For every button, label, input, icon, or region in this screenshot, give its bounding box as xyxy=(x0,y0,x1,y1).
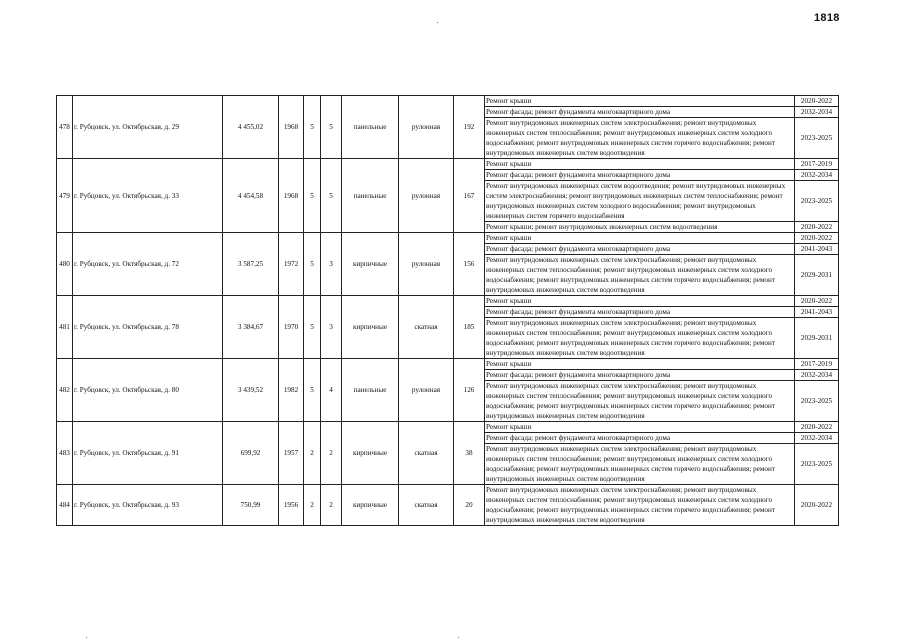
work-description-cell: Ремонт внутридомовых инженерных систем водоотведения; ремонт внутридомовых инженерных систем электроснабжения; ремонт внутридомовых инженерных систем теплоснабжения; ремонт внутридомовых инженерных систем холодного водоснабжения; ремонт внутридомовых инженерных систем горячего водоснабжения xyxy=(485,181,795,222)
year-cell: 1972 xyxy=(279,233,304,296)
entrances-cell: 4 xyxy=(321,359,342,422)
work-description-cell: Ремонт крыши xyxy=(485,296,795,307)
work-period-cell: 2020-2022 xyxy=(795,233,839,244)
address-cell: г. Рубцовск, ул. Октябрьская, д. 78 xyxy=(73,296,223,359)
work-description-cell: Ремонт фасада; ремонт фундамента многоквартирного дома xyxy=(485,170,795,181)
row-number: 482 xyxy=(57,359,73,422)
table-body xyxy=(57,96,839,526)
area-cell: 699,92 xyxy=(223,422,279,485)
area-cell: 3 439,52 xyxy=(223,359,279,422)
page-number: 1818 xyxy=(814,12,840,24)
address-cell: г. Рубцовск, ул. Октябрьская, д. 91 xyxy=(73,422,223,485)
work-period-cell: 2020-2022 xyxy=(795,222,839,233)
work-period-cell: 2023-2025 xyxy=(795,381,839,422)
work-description-cell: Ремонт внутридомовых инженерных систем электроснабжения; ремонт внутридомовых инженерных систем теплоснабжения; ремонт внутридомовых инженерных систем холодного водоснабжения; ремонт внутридомовых инженерных систем горячего водоснабжения; ремонт внутридомовых инженерных систем водоотведения xyxy=(485,255,795,296)
work-description-cell: Ремонт фасада; ремонт фундамента многоквартирного дома xyxy=(485,107,795,118)
work-period-cell: 2032-2034 xyxy=(795,170,839,181)
roof-type-cell: скатная xyxy=(399,296,454,359)
work-period-cell: 2020-2022 xyxy=(795,422,839,433)
work-period-cell: 2020-2022 xyxy=(795,296,839,307)
work-period-cell: 2029-2031 xyxy=(795,318,839,359)
floors-cell: 5 xyxy=(304,359,321,422)
table-row xyxy=(57,296,839,307)
floors-cell: 5 xyxy=(304,233,321,296)
row-number: 480 xyxy=(57,233,73,296)
area-cell: 4 455,02 xyxy=(223,96,279,159)
table-row xyxy=(57,96,839,107)
roof-type-cell: рулонная xyxy=(399,359,454,422)
wall-material-cell: кирпичные xyxy=(342,485,399,526)
work-description-cell: Ремонт фасада; ремонт фундамента многоквартирного дома xyxy=(485,370,795,381)
flats-cell: 185 xyxy=(454,296,485,359)
year-cell: 1970 xyxy=(279,296,304,359)
capital-repair-table xyxy=(56,95,839,526)
flats-cell: 126 xyxy=(454,359,485,422)
flats-cell: 156 xyxy=(454,233,485,296)
table-row xyxy=(57,485,839,526)
work-period-cell: 2020-2022 xyxy=(795,485,839,526)
row-number: 479 xyxy=(57,159,73,233)
work-period-cell: 2020-2022 xyxy=(795,96,839,107)
area-cell: 4 454,58 xyxy=(223,159,279,233)
entrances-cell: 3 xyxy=(321,296,342,359)
scan-speck xyxy=(437,22,438,23)
work-description-cell: Ремонт внутридомовых инженерных систем электроснабжения; ремонт внутридомовых инженерных систем теплоснабжения; ремонт внутридомовых инженерных систем холодного водоснабжения; ремонт внутридомовых инженерных систем горячего водоснабжения; ремонт внутридомовых инженерных систем водоотведения xyxy=(485,444,795,485)
wall-material-cell: кирпичные xyxy=(342,422,399,485)
scan-speck xyxy=(86,637,87,638)
area-cell: 3 384,67 xyxy=(223,296,279,359)
flats-cell: 167 xyxy=(454,159,485,233)
work-description-cell: Ремонт крыши xyxy=(485,422,795,433)
roof-type-cell: скатная xyxy=(399,485,454,526)
roof-type-cell: скатная xyxy=(399,422,454,485)
entrances-cell: 5 xyxy=(321,96,342,159)
area-cell: 3 587,25 xyxy=(223,233,279,296)
work-period-cell: 2023-2025 xyxy=(795,181,839,222)
table-row xyxy=(57,159,839,170)
work-description-cell: Ремонт крыши; ремонт внутридомовых инженерных систем водоотведения xyxy=(485,222,795,233)
roof-type-cell: рулонная xyxy=(399,96,454,159)
year-cell: 1956 xyxy=(279,485,304,526)
flats-cell: 192 xyxy=(454,96,485,159)
year-cell: 1957 xyxy=(279,422,304,485)
work-period-cell: 2017-2019 xyxy=(795,159,839,170)
row-number: 478 xyxy=(57,96,73,159)
work-description-cell: Ремонт внутридомовых инженерных систем электроснабжения; ремонт внутридомовых инженерных систем теплоснабжения; ремонт внутридомовых инженерных систем холодного водоснабжения; ремонт внутридомовых инженерных систем горячего водоснабжения; ремонт внутридомовых инженерных систем водоотведения xyxy=(485,381,795,422)
year-cell: 1968 xyxy=(279,96,304,159)
floors-cell: 5 xyxy=(304,296,321,359)
work-period-cell: 2032-2034 xyxy=(795,370,839,381)
row-number: 484 xyxy=(57,485,73,526)
wall-material-cell: кирпичные xyxy=(342,233,399,296)
work-description-cell: Ремонт внутридомовых инженерных систем электроснабжения; ремонт внутридомовых инженерных систем теплоснабжения; ремонт внутридомовых инженерных систем холодного водоснабжения; ремонт внутридомовых инженерных систем горячего водоснабжения; ремонт внутридомовых инженерных систем водоотведения xyxy=(485,118,795,159)
table-row xyxy=(57,359,839,370)
roof-type-cell: рулонная xyxy=(399,233,454,296)
roof-type-cell: рулонная xyxy=(399,159,454,233)
work-description-cell: Ремонт крыши xyxy=(485,359,795,370)
work-period-cell: 2041-2043 xyxy=(795,307,839,318)
address-cell: г. Рубцовск, ул. Октябрьская, д. 72 xyxy=(73,233,223,296)
work-description-cell: Ремонт крыши xyxy=(485,233,795,244)
floors-cell: 2 xyxy=(304,485,321,526)
wall-material-cell: панельные xyxy=(342,359,399,422)
work-period-cell: 2023-2025 xyxy=(795,118,839,159)
entrances-cell: 2 xyxy=(321,485,342,526)
wall-material-cell: панельные xyxy=(342,96,399,159)
entrances-cell: 2 xyxy=(321,422,342,485)
work-description-cell: Ремонт внутридомовых инженерных систем электроснабжения; ремонт внутридомовых инженерных систем теплоснабжения; ремонт внутридомовых инженерных систем холодного водоснабжения; ремонт внутридомовых инженерных систем горячего водоснабжения; ремонт внутридомовых инженерных систем водоотведения xyxy=(485,485,795,526)
floors-cell: 2 xyxy=(304,422,321,485)
work-description-cell: Ремонт фасада; ремонт фундамента многоквартирного дома xyxy=(485,307,795,318)
table-row xyxy=(57,233,839,244)
address-cell: г. Рубцовск, ул. Октябрьская, д. 33 xyxy=(73,159,223,233)
work-description-cell: Ремонт крыши xyxy=(485,159,795,170)
work-period-cell: 2032-2034 xyxy=(795,107,839,118)
work-period-cell: 2041-2043 xyxy=(795,244,839,255)
work-period-cell: 2023-2025 xyxy=(795,444,839,485)
wall-material-cell: панельные xyxy=(342,159,399,233)
address-cell: г. Рубцовск, ул. Октябрьская, д. 29 xyxy=(73,96,223,159)
address-cell: г. Рубцовск, ул. Октябрьская, д. 80 xyxy=(73,359,223,422)
work-description-cell: Ремонт внутридомовых инженерных систем электроснабжения; ремонт внутридомовых инженерных систем теплоснабжения; ремонт внутридомовых инженерных систем холодного водоснабжения; ремонт внутридомовых инженерных систем горячего водоснабжения; ремонт внутридомовых инженерных систем водоотведения xyxy=(485,318,795,359)
work-description-cell: Ремонт крыши xyxy=(485,96,795,107)
entrances-cell: 3 xyxy=(321,233,342,296)
floors-cell: 5 xyxy=(304,159,321,233)
entrances-cell: 5 xyxy=(321,159,342,233)
year-cell: 1982 xyxy=(279,359,304,422)
flats-cell: 38 xyxy=(454,422,485,485)
scan-speck xyxy=(458,637,459,638)
floors-cell: 5 xyxy=(304,96,321,159)
table-row xyxy=(57,422,839,433)
address-cell: г. Рубцовск, ул. Октябрьская, д. 93 xyxy=(73,485,223,526)
work-period-cell: 2017-2019 xyxy=(795,359,839,370)
wall-material-cell: кирпичные xyxy=(342,296,399,359)
flats-cell: 20 xyxy=(454,485,485,526)
work-period-cell: 2032-2034 xyxy=(795,433,839,444)
year-cell: 1968 xyxy=(279,159,304,233)
area-cell: 750,99 xyxy=(223,485,279,526)
work-description-cell: Ремонт фасада; ремонт фундамента многоквартирного дома xyxy=(485,244,795,255)
work-period-cell: 2029-2031 xyxy=(795,255,839,296)
row-number: 481 xyxy=(57,296,73,359)
row-number: 483 xyxy=(57,422,73,485)
work-description-cell: Ремонт фасада; ремонт фундамента многоквартирного дома xyxy=(485,433,795,444)
